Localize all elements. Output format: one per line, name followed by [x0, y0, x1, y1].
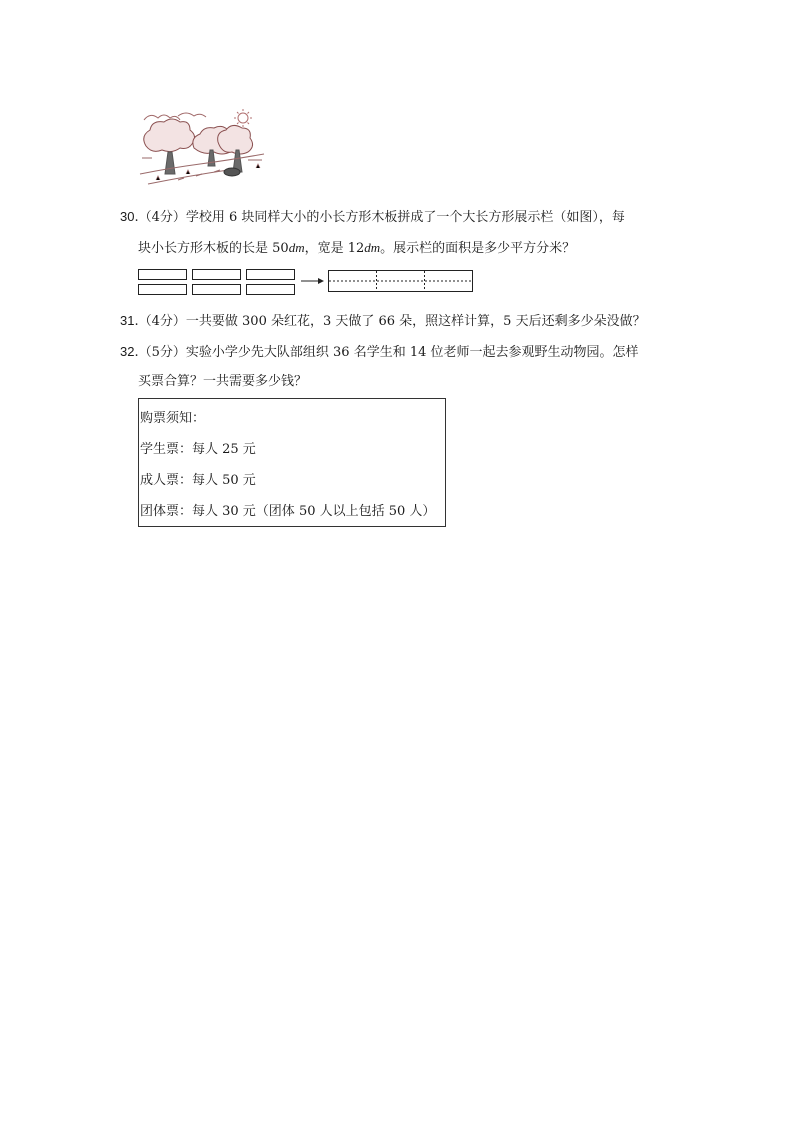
small-board — [139, 270, 187, 280]
unit-dm: dm — [364, 240, 381, 255]
sun-icon — [234, 109, 252, 127]
question-score: （4分） — [138, 314, 186, 329]
question-30-line-1: 30.（4分）学校用 6 块同样大小的小长方形木板拼成了一个大长方形展示栏（如图），每 — [120, 209, 625, 225]
question-31: 31.（4分）一共要做 300 朵红花，3 天做了 66 朵，照这样计算，5 天后还剩多少朵没做？ — [120, 313, 646, 329]
question-number: 31 — [120, 313, 135, 328]
small-board — [193, 285, 241, 295]
question-text: 块小长方形木板的长是 50 — [138, 241, 289, 256]
small-board — [139, 285, 187, 295]
small-board — [247, 285, 295, 295]
question-30-line-2 — [138, 238, 575, 259]
notice-adult-ticket: 成人票：每人 50 元 — [140, 473, 256, 488]
small-board — [193, 270, 241, 280]
small-board — [247, 270, 295, 280]
trees-illustration — [138, 108, 268, 188]
question-text: 学校用 6 块同样大小的小长方形木板拼成了一个大长方形展示栏（如图），每 — [185, 210, 625, 225]
question-score: （5分） — [138, 345, 186, 360]
arrow-right-icon — [301, 278, 324, 284]
question-number: 32 — [120, 344, 135, 359]
notice-title: 购票须知： — [140, 411, 206, 426]
question-text: ，宽是 12 — [304, 241, 365, 256]
question-score: （4分） — [138, 210, 186, 225]
unit-dm: dm — [288, 240, 305, 255]
question-32-line-1: 32.（5分）实验小学少先大队部组织 36 名学生和 14 位老师一起去参观野生动物园。怎样 — [120, 344, 639, 360]
notice-group-ticket: 团体票：每人 30 元（团体 50 人以上包括 50 人） — [140, 504, 436, 519]
question-number: 30 — [120, 209, 135, 224]
question-text: 实验小学少先大队部组织 36 名学生和 14 位老师一起去参观野生动物园。怎样 — [185, 345, 639, 360]
question-text: 买票合算？一共需要多少钱？ — [138, 374, 308, 389]
ticket-notice-box — [138, 398, 446, 527]
large-display-board — [329, 271, 473, 292]
question-text: 。展示栏的面积是多少平方分米？ — [380, 241, 576, 256]
question-32-line-2 — [138, 372, 307, 392]
notice-student-ticket: 学生票：每人 25 元 — [140, 442, 256, 457]
question-text: 一共要做 300 朵红花，3 天做了 66 朵，照这样计算，5 天后还剩多少朵没做？ — [185, 314, 646, 329]
board-diagram — [136, 267, 476, 299]
